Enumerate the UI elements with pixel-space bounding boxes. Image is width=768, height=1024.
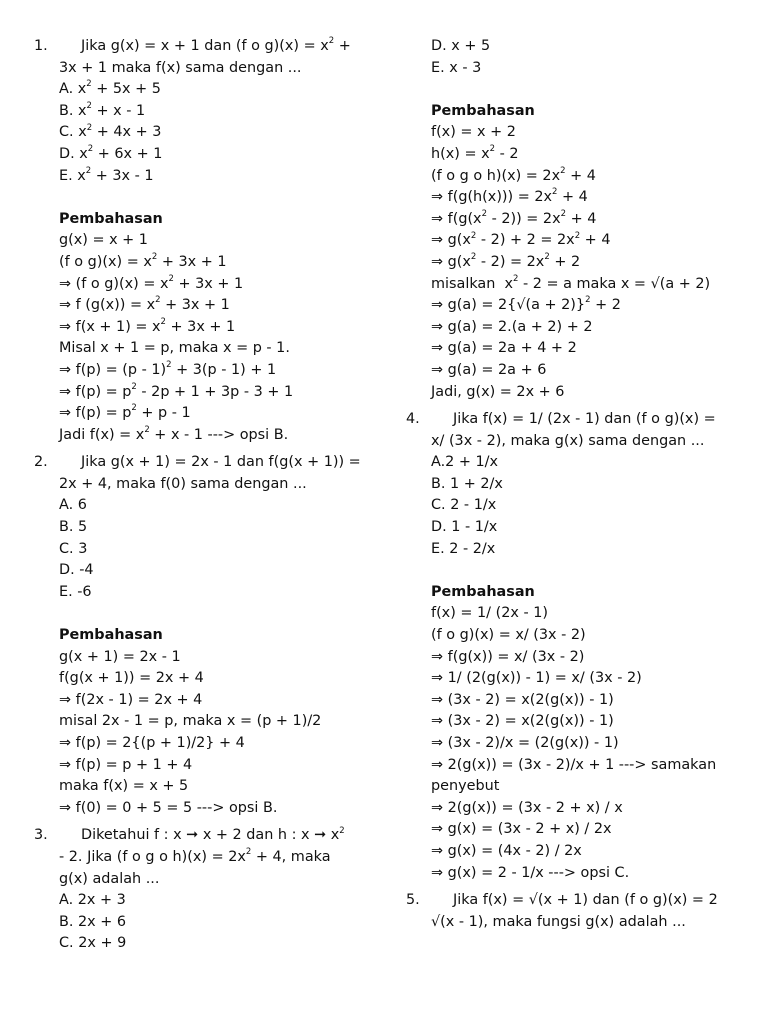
solution-step: ⇒ 2(g(x)) = (3x - 2)/x + 1 ---> samakan: [431, 756, 717, 773]
solution-step: ⇒ g(x) = 2 - 1/x ---> opsi C.: [431, 864, 630, 881]
question-text: √(x - 1), maka fungsi g(x) adalah ...: [431, 913, 686, 930]
solution-step: ⇒ g(a) = 2a + 6: [431, 361, 547, 378]
question-text: Jika g(x) = x + 1 dan (f o $g)(x) = x^2$ +: [81, 36, 351, 54]
solution-step: Jadi, g(x) = 2x + 6: [431, 383, 565, 400]
option-e: E. 2 - 2/x: [431, 540, 496, 557]
solution-step: (f o g)(x) = x/ (3x - 2): [431, 627, 586, 644]
solution-steps: [406, 122, 751, 403]
question-text: g(x) adalah ...: [59, 870, 160, 887]
option-b: B. 5: [59, 519, 88, 536]
right-column: [406, 36, 751, 933]
solution-step: maka f(x) = x + 5: [59, 778, 189, 795]
question-text: 3x + 1 maka f(x) sama dengan ...: [59, 59, 302, 76]
question-5: [406, 890, 751, 933]
question-text: 2x + 4, maka f(0) sama dengan ...: [59, 475, 307, 492]
option-e: E. x - 3: [431, 59, 482, 76]
question-3-continued: [406, 36, 751, 403]
solution-step: (f o $g)(x) = x^2 + 3x + 1$: [59, 252, 227, 270]
solution-step: ⇒ f $(g(x)) = x^2 + 3x + 1$: [59, 295, 230, 314]
solution-step: ⇒ $g(x^2 - 2) = 2x^2 + 2$: [431, 252, 581, 270]
solution-heading: Pembahasan: [431, 102, 535, 119]
solution-step: ⇒ $g(a) = 2\{√(a + 2)\}^2 + 2$: [431, 295, 621, 314]
solution-step: ⇒ g(x) = (4x - 2) / 2x: [431, 842, 582, 859]
solution-heading: Pembahasan: [59, 210, 163, 227]
question-text: Jika f(x) = √(x + 1) dan (f o g)(x) = 2: [453, 892, 718, 909]
solution-step: ⇒ f(2x - 1) = 2x + 4: [59, 691, 203, 708]
solution-step: ⇒ g(x) = (3x - 2 + x) / 2x: [431, 821, 612, 838]
option-d: D. $x^2 + 6x + 1$: [59, 144, 163, 162]
solution-heading: Pembahasan: [59, 627, 163, 644]
solution-step: ⇒ (3x - 2)/x = (2(g(x)) - 1): [431, 735, 619, 751]
question-text: - 2. Jika (f o g o $h)(x) = 2x^2 + 4$, maka: [59, 847, 331, 865]
solution-step: (f o g o $h)(x) = 2x^2 + 4$: [431, 165, 596, 184]
solution-step: ⇒ g(a) = 2a + 4 + 2: [431, 340, 577, 357]
question-3: [34, 825, 378, 955]
question-4: [406, 409, 751, 884]
question-text-line: [406, 409, 751, 431]
solution-step: f(x) = x + 2: [431, 124, 516, 141]
solution-step: ⇒ g(a) = 2.(a + 2) + 2: [431, 318, 593, 335]
solution-step: ⇒ f(0) = 0 + 5 = 5 ---> opsi B.: [59, 799, 278, 816]
option-b: B. 1 + 2/x: [431, 475, 503, 492]
solution-step: g(x + 1) = 2x - 1: [59, 648, 181, 665]
solution-step: ⇒ $f(g(h(x))) = 2x^2 + 4$: [431, 187, 588, 206]
solution-step: ⇒ $f(g(x^2 - 2)) = 2x^2 + 4$: [431, 208, 597, 227]
question-text: x/ (3x - 2), maka g(x) sama dengan ...: [431, 432, 705, 449]
solution-step: misalkan $x^2 - 2 = a$ maka x = √(a + 2): [431, 273, 711, 292]
solution-step: misal 2x - 1 = p, maka x = (p + 1)/2: [59, 713, 322, 730]
question-text-line: [34, 36, 378, 58]
option-c: C. $x^2 + 4x + 3$: [59, 122, 162, 141]
option-a: A. $x^2 + 5x + 5$: [59, 79, 161, 98]
option-a: A.2 + 1/x: [431, 454, 499, 471]
question-number: 5.: [406, 892, 420, 909]
question-text: Jika f(x) = 1/ (2x - 1) dan (f o g)(x) =: [453, 411, 716, 428]
solution-heading: Pembahasan: [431, 583, 535, 600]
solution-step: f(x) = 1/ (2x - 1): [431, 605, 548, 622]
option-a: A. 2x + 3: [59, 892, 126, 909]
solution-step: ⇒ $f(p) = p^2 - 2p + 1 + 3p - 3 + 1$: [59, 381, 294, 400]
option-e: E. $x^2 + 3x - 1$: [59, 165, 154, 184]
option-b: B. $x^2 + x - 1$: [59, 100, 146, 119]
solution-step: ⇒ $f(x + 1) = x^2 + 3x + 1$: [59, 316, 236, 335]
solution-step: ⇒ (3x - 2) = x(2(g(x)) - 1): [431, 691, 614, 708]
option-c: C. 2x + 9: [59, 935, 127, 952]
solution-step: ⇒ (3x - 2) = x(2(g(x)) - 1): [431, 713, 614, 730]
option-e: E. -6: [59, 583, 92, 600]
solution-step: ⇒ f(g(x)) = x/ (3x - 2): [431, 648, 585, 665]
solution-steps: [34, 230, 378, 446]
solution-steps: [406, 603, 751, 884]
solution-step: ⇒ (f o $g)(x) = x^2 + 3x + 1$: [59, 273, 244, 292]
option-d: D. -4: [59, 562, 94, 579]
solution-step: ⇒ 2(g(x)) = (3x - 2 + x) / x: [431, 799, 623, 816]
question-text-line: [406, 890, 751, 912]
solution-step: Jadi $f(x) = x^2 + x - 1$ ---> opsi B.: [59, 424, 289, 443]
solution-step: ⇒ $f(p) = p^2 + p - 1$: [59, 403, 191, 422]
question-number: 1.: [34, 38, 48, 54]
left-column: [34, 36, 378, 955]
question-number: 3.: [34, 827, 48, 844]
option-c: C. 3: [59, 540, 88, 557]
solution-step: penyebut: [431, 778, 500, 795]
question-text-line: [34, 452, 378, 474]
question-text-line: [34, 825, 378, 847]
solution-step: ⇒ f(p) = (p - 1)$^2$ + 3(p - 1) + 1: [59, 360, 277, 378]
solution-step: $h(x) = x^2 - 2$: [431, 144, 519, 162]
solution-step: ⇒ f(p) = 2{(p + 1)/2} + 4: [59, 735, 245, 751]
question-number: 2.: [34, 454, 48, 471]
solution-step: f(g(x + 1)) = 2x + 4: [59, 670, 204, 687]
question-text: Jika g(x + 1) = 2x - 1 dan f(g(x + 1)) =: [81, 454, 361, 471]
solution-steps: [34, 647, 378, 820]
question-1: [34, 36, 378, 446]
option-d: D. 1 - 1/x: [431, 519, 498, 536]
question-number: 4.: [406, 411, 420, 428]
option-d: D. x + 5: [431, 38, 491, 54]
option-c: C. 2 - 1/x: [431, 497, 497, 514]
question-2: [34, 452, 378, 819]
solution-step: ⇒ 1/ (2(g(x)) - 1) = x/ (3x - 2): [431, 670, 642, 687]
option-a: A. 6: [59, 497, 87, 514]
solution-step: g(x) = x + 1: [59, 232, 148, 249]
question-text: Diketahui f : x ➞ x + 2 dan h : x ➞ $x^2$: [81, 825, 345, 844]
solution-step: Misal x + 1 = p, maka x = p - 1.: [59, 340, 290, 357]
solution-step: ⇒ f(p) = p + 1 + 4: [59, 756, 193, 773]
solution-step: ⇒ $g(x^2 - 2) + 2 = 2x^2 + 4$: [431, 230, 611, 249]
option-b: B. 2x + 6: [59, 913, 127, 930]
